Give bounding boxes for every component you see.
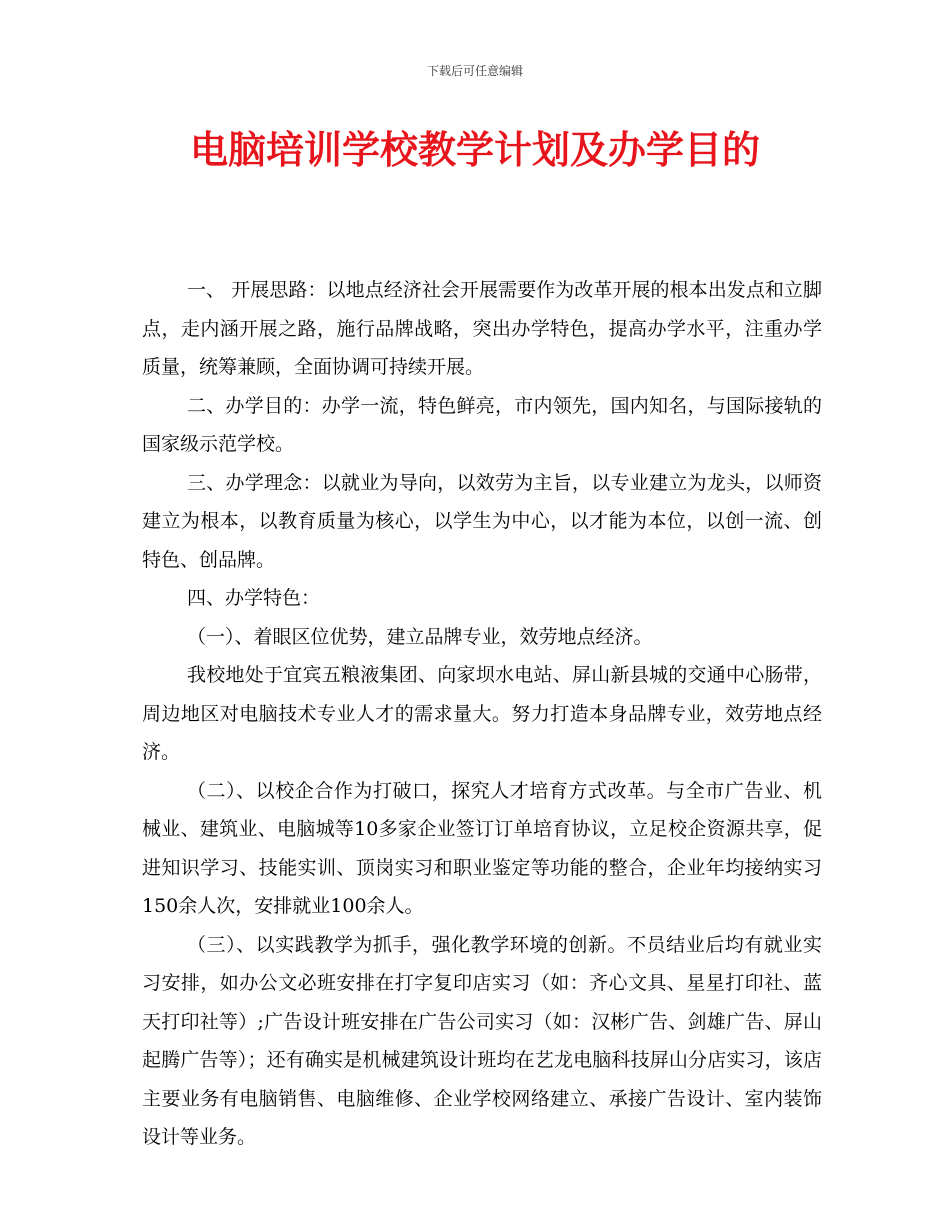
paragraph-feature-1-detail: 我校地处于宜宾五粮液集团、向家坝水电站、屏山新县城的交通中心肠带，周边地区对电脑技术专业人才的需求量大。努力打造本身品牌专业，效劳地点经济。 [142, 664, 822, 763]
paragraph-school-philosophy: 三、办学理念：以就业为导向，以效劳为主旨，以专业建立为龙头，以师资建立为根本，以教育质量为核心，以学生为中心，以才能为本位，以创一流、创特色、创品牌。 [142, 471, 822, 571]
header-note: 下载后可任意编辑 [426, 64, 523, 78]
paragraph-development-approach: 一、 开展思路：以地点经济社会开展需要作为改革开展的根本出发点和立脚点，走内涵开展之路，施行品牌战略，突出办学特色，提高办学水平，注重办学质量，统筹兼顾，全面协调可持续开展。 [142, 279, 822, 378]
document-body [142, 271, 822, 1157]
document-title: 电脑培训学校教学计划及办学目的 [189, 127, 760, 172]
paragraph-school-goal: 二、办学目的：办学一流，特色鲜亮，市内领先，国内知名，与国际接轨的国家级示范学校。 [142, 394, 822, 455]
paragraph-feature-1-heading: （一）、着眼区位优势，建立品牌专业，效劳地点经济。 [187, 625, 653, 648]
paragraph-feature-3: （三）、以实践教学为抓手，强化教学环境的创新。不员结业后均有就业实习安排，如办公文必班安排在打字复印店实习（如：齐心文具、星星打印社、蓝天打印社等）;广告设计班安排在广告公司实习（如：汉彬广告、剑雄广告、屏山起腾广告等）；还有确实是机械建筑设计班均在艺龙电脑科技屏山分店实习，该店主要业务有电脑销售、电脑维修、企业学校网络建立、承接广告设计、室内装饰设计等业务。 [142, 933, 822, 1148]
paragraph-features-heading: 四、办学特色： [187, 587, 321, 609]
paragraph-feature-2: （二）、以校企合作为打破口，探究人才培育方式改革。与全市广告业、机械业、建筑业、电脑城等10多家企业签订订单培育协议，立足校企资源共享，促进知识学习、技能实训、顶岗实习和职业鉴定等功能的整合，企业年均接纳实习150余人次，安排就业100余人。 [142, 779, 822, 917]
